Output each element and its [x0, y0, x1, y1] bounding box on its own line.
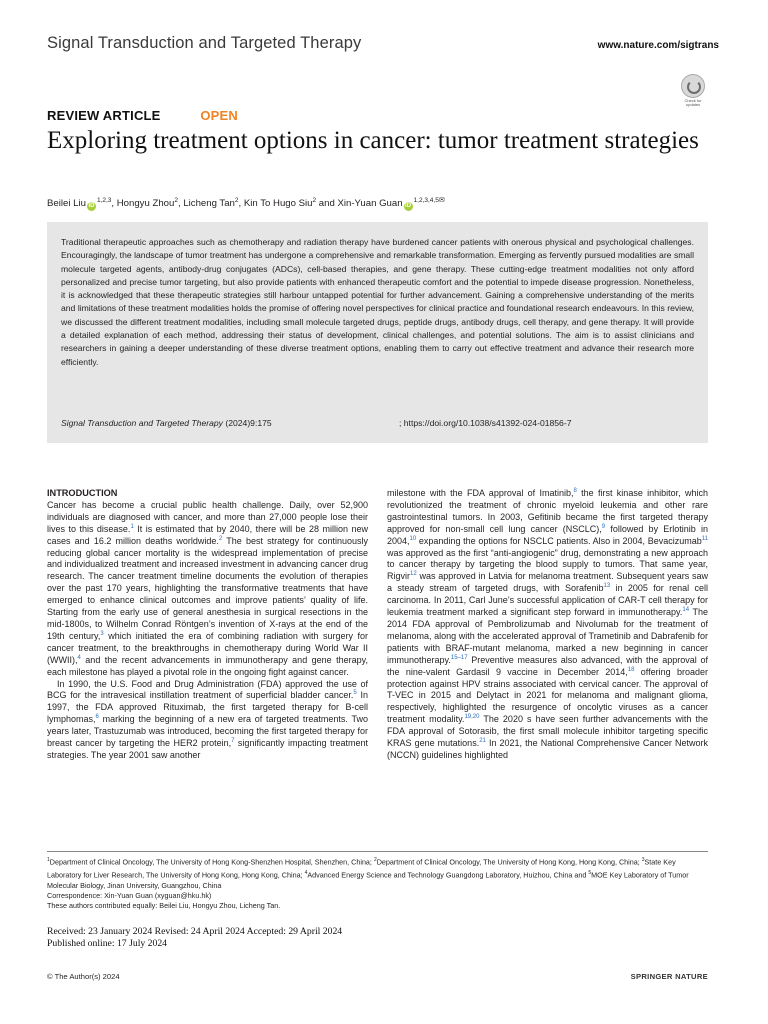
author-affiliation-sup: 1,2,3: [96, 196, 112, 204]
reference-link[interactable]: 5: [353, 690, 357, 697]
author-list: Beilei Liu iD$^{1,2,3}$, Hongyu Zhou$^2$, Licheng Tan$^2$, Kin To Hugo Siu$^2$ and Xin-Yuan Guan $iD^{1,2,3,4,5✉}$: [47, 196, 445, 209]
author-affiliation-sup: 2: [234, 196, 239, 204]
affiliation-text: Department of Clinical Oncology, The University of Hong Kong-Shenzhen Hospital, Shenzhen, China;: [49, 857, 374, 867]
reference-link[interactable]: 10: [409, 535, 417, 542]
author-affiliation-sup: 2: [174, 196, 178, 204]
affiliation-sup: 2: [373, 857, 377, 863]
citation-volume: (2024)9:175: [222, 418, 272, 428]
right-column: [387, 488, 708, 762]
reference-link[interactable]: 9: [601, 523, 606, 530]
left-column: [47, 488, 368, 762]
reference-link[interactable]: 2: [218, 535, 223, 542]
author-name[interactable]: Xin-Yuan Guan: [337, 198, 403, 209]
affiliations-block: [47, 855, 708, 912]
reference-link[interactable]: 18: [627, 666, 635, 673]
reference-link[interactable]: 12: [410, 571, 417, 578]
reference-link[interactable]: 19,20: [464, 714, 480, 721]
reference-link[interactable]: 3: [100, 630, 104, 637]
article-type-line: [47, 108, 238, 123]
section-heading: INTRODUCTION: [47, 488, 118, 498]
affiliation-sup: 4: [304, 869, 308, 876]
reference-link[interactable]: 15–17: [450, 654, 468, 661]
article-dates: [47, 926, 708, 951]
author-name[interactable]: Beilei Liu: [47, 198, 86, 209]
doi-link[interactable]: ; https://doi.org/10.1038/s41392-024-01856-7: [399, 418, 572, 428]
reference-link[interactable]: 1: [130, 523, 134, 530]
affiliation-sup: 3: [641, 857, 645, 863]
author-name[interactable]: Hongyu Zhou: [116, 198, 175, 209]
reference-link[interactable]: 4: [77, 654, 81, 661]
check-updates-icon: [681, 74, 705, 98]
check-for-updates-button[interactable]: [678, 74, 708, 108]
journal-name: Signal Transduction and Targeted Therapy: [47, 34, 362, 52]
received-revised-accepted: Received: 23 January 2024 Revised: 24 April 2024 Accepted: 29 April 2024: [47, 926, 343, 937]
open-access-badge: OPEN: [200, 108, 239, 123]
affiliation-text: State Key Laboratory for Liver Research, The University of Hong Kong, Hong Kong, China;: [47, 857, 676, 880]
reference-link[interactable]: 7: [231, 738, 235, 745]
publisher-logo: SPRINGER NATURE: [630, 972, 708, 981]
article-type: REVIEW ARTICLE: [47, 108, 161, 123]
footnote-divider: [47, 851, 708, 852]
affiliation-text: Department of Clinical Oncology, The University of Hong Kong, Hong Kong, China;: [376, 857, 642, 867]
orcid-icon[interactable]: iD: [88, 203, 95, 209]
correspondence: Correspondence: Xin-Yuan Guan (xyguan@hku.hk): [47, 891, 212, 900]
article-title: Exploring treatment options in cancer: tumor treatment strategies: [47, 127, 699, 154]
published-online: Published online: 17 July 2024: [47, 938, 168, 950]
affiliation-text: MOE Key Laboratory of Tumor Molecular Biology, Jinan University, Guangzhou, China: [47, 870, 689, 890]
author-affiliation-sup: 2: [312, 196, 317, 204]
author-name[interactable]: Licheng Tan: [183, 198, 235, 209]
affiliation-sup: 1: [47, 857, 50, 863]
reference-link[interactable]: 11: [701, 535, 708, 542]
abstract-box: [47, 222, 708, 443]
email-icon[interactable]: ✉: [438, 197, 445, 204]
reference-link[interactable]: 6: [95, 714, 99, 721]
reference-link[interactable]: 21: [479, 738, 486, 745]
citation-line: [61, 418, 694, 428]
orcid-icon[interactable]: iD: [405, 203, 412, 209]
copyright: © The Author(s) 2024: [47, 972, 120, 981]
journal-url-link[interactable]: www.nature.com/sigtrans: [597, 40, 719, 51]
body-paragraph: Cancer has become a crucial public health challenge. Daily, over 52,900 individuals are diagnosed with cancer, and more than 27,000 people lose their lives to this disease.$^1$ It is estimated that by 2040, there will be 28 million new cases and 16.2 million deaths worldwide.$^2$ The best strategy for continuously reducing global cancer mortality is the widespread implementation of precise and individualized treatment and increased investment in advancing cancer drug research. The cancer treatment timeline documents the evolution of therapies over the past 170 years, highlighting the transformative treatments that have emerged to enhance clinical outcomes and improve patients’ quality of life. Starting from the early use of general anesthesia in surgical resections in the mid-1800s, to Wilhelm Conrad Röntgen’s invention of X-rays at the end of the 19th century,$^3$ which initiated the era of combining radiation with surgery for cancer treatment, to the breakthroughs in chemotherapy during World War II (WWII),$^4$ and the recent advancements in immunotherapy and gene therapy, each milestone has played a pivotal role in the ongoing fight against cancer.: [47, 499, 369, 677]
reference-link[interactable]: 13: [603, 583, 611, 590]
body-paragraph: milestone with the FDA approval of Imatinib,$^8$ the first kinase inhibitor, which revolutionized the treatment of chronic myeloid leukemia and other rare gastrointestinal tumors. In 2003, Gefitinib became the first targeted therapy approved for non-small cell lung cancer (NSCLC),$^9$ followed by Erlotinib in 2004,10 expanding the options for NSCLC patients. Also in 2004, Bevacizumab$^{11}$ was approved as the first “anti-angiogenic” drug, demonstrating a new approach to cancer therapy by targeting the blood supply to tumors. That same year, Rigvir$^{12}$ was approved in Latvia for melanoma treatment. Subsequent years saw a steady stream of targeted drugs, with Sorafenib$^{13}$ in 2005 for renal cell carcinoma. In 2011, Carl June’s successful application of CAR-T cell therapy for leukemia treatment marked a significant step forward in immunotherapy.$^{14}$ The 2014 FDA approval of Pembrolizumab and Nivolumab for the treatment of melanoma, along with the accelerated approval of Trametinib and Dabrafenib for patients with BRAF-mutant melanoma, marked a new beginning in cancer immunotherapy.$^{15-17}$ Preventive measures also advanced, with the approval of the nine-valent Gardasil 9 vaccine in December 2014,18 offering broader protection against HPV strains associated with cervical cancer. The approval of T-VEC in 2015 and Delytact in 2021 for melanoma and malignant glioma, respectively, highlighted the resurgence of oncolytic viruses as a cancer treatment modality.$^{19,20}$ The 2020 s have seen further advancements with the FDA approval of Sotorasib, the first small molecule inhibitor targeting specific KRAS gene mutations.$^{21}$ In 2021, the National Comprehensive Cancer Network (NCCN) guidelines highlighted: [387, 488, 708, 760]
affiliation-sup: 5: [588, 869, 592, 876]
body-paragraph: In 1990, the U.S. Food and Drug Administration (FDA) approved the use of BCG for the intravesical instillation treatment of superficial bladder cancer.$^5$ In 1997, the FDA approved Rituximab, the first targeted therapy for B-cell lymphomas,$^6$ marking the beginning of a new era of targeted treatments. Two years later, Trastuzumab was introduced, becoming the first targeted therapy for breast cancer by targeting the HER2 protein,$^7$ significantly impacting treatment strategies. The year 2001 saw another: [47, 678, 368, 760]
abstract-text: Traditional therapeutic approaches such as chemotherapy and radiation therapy have burdened cancer patients with onerous physical and psychological challenges. Encouragingly, the landscape of tumor treatment has undergone a comprehensive and remarkable transformation. Emerging as fervently pursued modalities are small molecule targeted agents, antibody-drug conjugates (ADCs), cell-based therapies, and gene therapy. These cutting-edge treatment modalities not only afford personalized and precise tumor targeting, but also provide patients with enhanced therapeutic comfort and the potential to impede disease progression. Nonetheless, it is acknowledged that these therapeutic strategies still harbour untapped potential for further advancement. Gaining a comprehensive understanding of the merits and limitations of these treatment modalities holds the promise of offering novel perspectives for clinical practice and foundational research endeavours. In this review, we discussed the different treatment modalities, including small molecule targeted drugs, peptide drugs, antibody drugs, cell therapy, and gene therapy. It will provide a detailed explanation of each method, addressing their status of development, clinical challenges, and potential solutions. The aim is to assist clinicians and researchers in gaining a deeper understanding of these diverse treatment options, enabling them to carry out effective treatment and advance their research more efficiently.: [61, 237, 694, 367]
author-name[interactable]: Kin To Hugo Siu: [243, 198, 313, 209]
citation-journal: Signal Transduction and Targeted Therapy: [61, 418, 223, 428]
author-affiliation-sup: 1,2,3,4,5: [413, 196, 439, 204]
affiliation-text: Advanced Energy Science and Technology Guangdong Laboratory, Huizhou, China and: [307, 870, 589, 880]
affiliations-list: [47, 855, 708, 891]
reference-link[interactable]: 8: [573, 488, 577, 494]
reference-link[interactable]: 14: [682, 607, 690, 614]
equal-contribution-note: These authors contributed equally: Beilei Liu, Hongyu Zhou, Licheng Tan.: [47, 901, 281, 911]
check-updates-label: Check for updates: [684, 98, 702, 108]
